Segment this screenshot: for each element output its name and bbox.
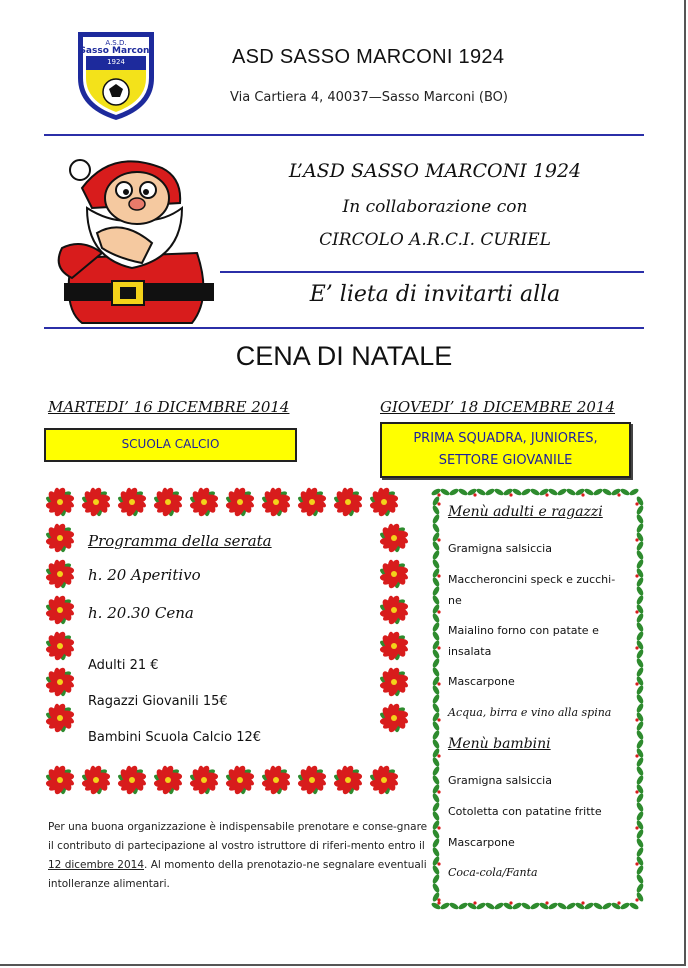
- poinsettia-flower-icon: [188, 764, 219, 796]
- poinsettia-flower-icon: [332, 764, 363, 796]
- holly-berry-icon: [635, 574, 638, 577]
- program-aperitivo: h. 20 Aperitivo: [88, 566, 201, 584]
- price-adults: Adulti 21 €: [88, 658, 159, 673]
- holly-leaf-icon: [431, 666, 440, 677]
- holly-leaf-icon: [431, 540, 440, 551]
- menu-kids-item: Mascarpone: [448, 836, 515, 849]
- holly-leaf-icon: [529, 901, 540, 910]
- holly-leaf-icon: [520, 487, 531, 496]
- holly-leaf-icon: [635, 648, 644, 659]
- holly-leaf-icon: [635, 630, 644, 641]
- club-name: ASD SASSO MARCONI 1924: [232, 46, 505, 68]
- menu-adults-title: Menù adulti e ragazzi: [448, 504, 603, 520]
- holly-leaf-icon: [635, 702, 644, 713]
- holly-berry-icon: [437, 901, 440, 904]
- holly-leaf-icon: [556, 487, 567, 496]
- holly-berry-icon: [473, 901, 476, 904]
- holly-leaf-icon: [431, 801, 440, 812]
- poinsettia-flower-icon: [378, 666, 409, 698]
- poinsettia-flower-icon: [80, 764, 111, 796]
- header-divider: [44, 134, 644, 136]
- holly-leaf-icon: [635, 657, 644, 668]
- poinsettia-flower-icon: [44, 764, 75, 796]
- holly-leaf-icon: [619, 487, 630, 496]
- holly-berry-icon: [437, 610, 440, 613]
- holly-berry-icon: [635, 898, 638, 901]
- menu-adults-item: Gramigna salsiccia: [448, 542, 552, 555]
- holly-leaf-icon: [431, 558, 440, 569]
- holly-leaf-icon: [431, 513, 440, 524]
- holly-leaf-icon: [619, 901, 630, 910]
- group-box-second: [380, 422, 631, 478]
- holly-leaf-icon: [601, 487, 612, 496]
- holly-leaf-icon: [635, 594, 644, 605]
- holly-leaf-icon: [635, 666, 644, 677]
- santa-illustration: [42, 148, 217, 326]
- holly-leaf-icon: [547, 487, 558, 496]
- holly-leaf-icon: [635, 756, 644, 767]
- poinsettia-flower-icon: [44, 630, 75, 662]
- menu-adults-item: Maccheroncini speck e zucchi-ne: [448, 573, 616, 607]
- program-cena: h. 20.30 Cena: [88, 604, 194, 622]
- holly-leaf-icon: [431, 864, 440, 875]
- holly-leaf-icon: [635, 576, 644, 587]
- holly-berry-icon: [437, 646, 440, 649]
- holly-berry-icon: [635, 646, 638, 649]
- holly-leaf-icon: [431, 846, 440, 857]
- holly-leaf-icon: [431, 630, 440, 641]
- holly-leaf-icon: [635, 612, 644, 623]
- holly-leaf-icon: [511, 487, 522, 496]
- intro-line-collaboration: In collaborazione con: [342, 197, 528, 217]
- holly-leaf-icon: [431, 738, 440, 749]
- holly-leaf-icon: [431, 774, 440, 785]
- holly-leaf-icon: [475, 901, 486, 910]
- poinsettia-flower-icon: [296, 486, 327, 518]
- poinsettia-flower-icon: [378, 630, 409, 662]
- holly-berry-icon: [635, 682, 638, 685]
- holly-leaf-icon: [484, 487, 495, 496]
- holly-leaf-icon: [565, 487, 576, 496]
- program-title: Programma della serata: [88, 532, 272, 550]
- holly-leaf-icon: [431, 657, 440, 668]
- holly-leaf-icon: [635, 504, 644, 515]
- group-second-line1: PRIMA SQUADRA, JUNIORES,: [413, 431, 598, 446]
- holly-leaf-icon: [635, 729, 644, 740]
- holly-leaf-icon: [439, 901, 450, 910]
- holly-berry-icon: [635, 538, 638, 541]
- holly-leaf-icon: [635, 738, 644, 749]
- club-logo: [72, 26, 160, 122]
- holly-leaf-icon: [431, 594, 440, 605]
- menu-adults-item: Mascarpone: [448, 675, 515, 688]
- logo-text-top: A.S.D.: [105, 39, 127, 47]
- menu-kids-item: Cotoletta con patatine fritte: [448, 805, 602, 818]
- intro-line-partner: CIRCOLO A.R.C.I. CURIEL: [319, 230, 551, 250]
- holly-leaf-icon: [431, 522, 440, 533]
- holly-leaf-icon: [635, 585, 644, 596]
- holly-leaf-icon: [493, 487, 504, 496]
- holly-leaf-icon: [628, 487, 639, 496]
- holly-leaf-icon: [635, 837, 644, 848]
- holly-berry-icon: [635, 754, 638, 757]
- holly-leaf-icon: [635, 540, 644, 551]
- holly-leaf-icon: [431, 873, 440, 884]
- holly-berry-icon: [509, 901, 512, 904]
- holly-berry-icon: [473, 493, 476, 496]
- poinsettia-flower-icon: [224, 486, 255, 518]
- club-address: Via Cartiera 4, 40037—Sasso Marconi (BO): [230, 90, 508, 105]
- holly-leaf-icon: [583, 901, 594, 910]
- holly-leaf-icon: [635, 774, 644, 785]
- holly-leaf-icon: [457, 487, 468, 496]
- holly-berry-icon: [581, 493, 584, 496]
- holly-berry-icon: [617, 901, 620, 904]
- holly-berry-icon: [581, 901, 584, 904]
- holly-leaf-icon: [431, 648, 440, 659]
- holly-leaf-icon: [439, 487, 450, 496]
- group-box-first: [44, 428, 297, 462]
- holly-berry-icon: [437, 862, 440, 865]
- holly-leaf-icon: [635, 801, 644, 812]
- holly-leaf-icon: [431, 729, 440, 740]
- holly-leaf-icon: [635, 792, 644, 803]
- holly-leaf-icon: [431, 549, 440, 560]
- holly-berry-icon: [545, 493, 548, 496]
- holly-leaf-icon: [431, 720, 440, 731]
- booking-deadline: 12 dicembre 2014: [48, 859, 145, 871]
- holly-leaf-icon: [529, 487, 540, 496]
- intro-divider-bottom: [44, 327, 644, 329]
- holly-leaf-icon: [565, 901, 576, 910]
- holly-berry-icon: [617, 493, 620, 496]
- price-kids: Bambini Scuola Calcio 12€: [88, 730, 262, 745]
- holly-leaf-icon: [511, 901, 522, 910]
- holly-berry-icon: [635, 718, 638, 721]
- holly-berry-icon: [635, 502, 638, 505]
- poinsettia-flower-icon: [44, 666, 75, 698]
- holly-berry-icon: [509, 493, 512, 496]
- holly-leaf-icon: [635, 549, 644, 560]
- intro-divider-top: [220, 271, 644, 273]
- holly-leaf-icon: [635, 765, 644, 776]
- holly-leaf-icon: [592, 901, 603, 910]
- event-title: CENA DI NATALE: [235, 341, 453, 371]
- poinsettia-flower-icon: [44, 594, 75, 626]
- holly-leaf-icon: [556, 901, 567, 910]
- holly-leaf-icon: [457, 901, 468, 910]
- holly-berry-icon: [545, 901, 548, 904]
- menu-kids-title: Menù bambini: [448, 736, 551, 752]
- menu-kids-drinks: Coca-cola/Fanta: [448, 866, 538, 879]
- holly-leaf-icon: [635, 846, 644, 857]
- poinsettia-flower-icon: [152, 764, 183, 796]
- poinsettia-flower-icon: [260, 764, 291, 796]
- holly-leaf-icon: [601, 901, 612, 910]
- holly-leaf-icon: [431, 684, 440, 695]
- holly-berry-icon: [437, 682, 440, 685]
- poinsettia-flower-icon: [378, 522, 409, 554]
- menu-adults-item: Maialino forno con patate e insalata: [448, 624, 599, 658]
- holly-leaf-icon: [431, 702, 440, 713]
- holly-leaf-icon: [431, 585, 440, 596]
- holly-leaf-icon: [431, 576, 440, 587]
- poinsettia-flower-icon: [80, 486, 111, 518]
- holly-leaf-icon: [547, 901, 558, 910]
- logo-year: 1924: [107, 58, 125, 66]
- holly-leaf-icon: [635, 882, 644, 893]
- holly-leaf-icon: [431, 828, 440, 839]
- holly-leaf-icon: [431, 612, 440, 623]
- holly-leaf-icon: [431, 792, 440, 803]
- price-youth: Ragazzi Giovanili 15€: [88, 694, 228, 709]
- holly-berry-icon: [437, 493, 440, 496]
- holly-berry-icon: [437, 502, 440, 505]
- holly-leaf-icon: [635, 720, 644, 731]
- poinsettia-flower-icon: [188, 486, 219, 518]
- logo-text-main: Sasso Marconi: [79, 46, 153, 56]
- holly-leaf-icon: [635, 693, 644, 704]
- holly-leaf-icon: [431, 693, 440, 704]
- poinsettia-flower-icon: [378, 558, 409, 590]
- holly-leaf-icon: [583, 487, 594, 496]
- holly-leaf-icon: [592, 487, 603, 496]
- holly-berry-icon: [635, 790, 638, 793]
- group-second-line2: SETTORE GIOVANILE: [438, 453, 573, 468]
- poinsettia-flower-icon: [378, 702, 409, 734]
- holly-leaf-icon: [431, 504, 440, 515]
- menu-kids-item: Gramigna salsiccia: [448, 774, 552, 787]
- holly-berry-icon: [437, 826, 440, 829]
- menu-adults-drinks: Acqua, birra e vino alla spina: [448, 706, 612, 719]
- holly-leaf-icon: [431, 882, 440, 893]
- holly-leaf-icon: [493, 901, 504, 910]
- holly-leaf-icon: [635, 513, 644, 524]
- holly-leaf-icon: [635, 558, 644, 569]
- holly-berry-icon: [437, 790, 440, 793]
- poinsettia-flower-icon: [116, 764, 147, 796]
- holly-leaf-icon: [431, 621, 440, 632]
- holly-berry-icon: [437, 718, 440, 721]
- poinsettia-flower-icon: [260, 486, 291, 518]
- holly-berry-icon: [437, 574, 440, 577]
- holly-leaf-icon: [635, 828, 644, 839]
- group-first-label: SCUOLA CALCIO: [121, 437, 220, 451]
- holly-leaf-icon: [484, 901, 495, 910]
- poinsettia-flower-icon: [296, 764, 327, 796]
- poinsettia-flower-icon: [368, 486, 399, 518]
- poinsettia-flower-icon: [368, 764, 399, 796]
- holly-leaf-icon: [448, 901, 459, 910]
- poinsettia-flower-icon: [378, 594, 409, 626]
- holly-leaf-icon: [431, 765, 440, 776]
- booking-note-part1: Per una buona organizzazione è indispensabile prenotare e conse-gnare il contributo di partecipazione al vostro istruttore di riferi-mento entro il: [48, 821, 428, 852]
- invite-line: E’ lieta di invitarti alla: [309, 282, 561, 307]
- holly-berry-icon: [437, 898, 440, 901]
- holly-berry-icon: [437, 538, 440, 541]
- holly-leaf-icon: [431, 837, 440, 848]
- holly-berry-icon: [635, 862, 638, 865]
- holly-berry-icon: [635, 610, 638, 613]
- date-first-evening: MARTEDI’ 16 DICEMBRE 2014: [48, 398, 290, 416]
- booking-note-part2: . Al momento della prenotazio-ne segnalare eventuali intolleranze alimentari.: [48, 859, 427, 890]
- holly-leaf-icon: [635, 864, 644, 875]
- booking-note: [48, 818, 428, 894]
- poinsettia-flower-icon: [44, 522, 75, 554]
- poinsettia-flower-icon: [44, 558, 75, 590]
- holly-berry-icon: [437, 754, 440, 757]
- holly-leaf-icon: [635, 873, 644, 884]
- date-second-evening: GIOVEDI’ 18 DICEMBRE 2014: [380, 398, 616, 416]
- intro-line-organizer: L’ASD SASSO MARCONI 1924: [288, 160, 582, 182]
- poinsettia-flower-icon: [44, 486, 75, 518]
- poinsettia-flower-icon: [116, 486, 147, 518]
- poinsettia-flower-icon: [224, 764, 255, 796]
- holly-leaf-icon: [431, 810, 440, 821]
- holly-leaf-icon: [635, 522, 644, 533]
- poinsettia-flower-icon: [332, 486, 363, 518]
- holly-leaf-icon: [635, 684, 644, 695]
- poinsettia-flower-icon: [152, 486, 183, 518]
- holly-leaf-icon: [628, 901, 639, 910]
- holly-leaf-icon: [431, 756, 440, 767]
- holly-leaf-icon: [448, 487, 459, 496]
- holly-leaf-icon: [635, 621, 644, 632]
- holly-leaf-icon: [475, 487, 486, 496]
- holly-leaf-icon: [520, 901, 531, 910]
- poinsettia-flower-icon: [44, 702, 75, 734]
- holly-berry-icon: [635, 826, 638, 829]
- holly-leaf-icon: [635, 810, 644, 821]
